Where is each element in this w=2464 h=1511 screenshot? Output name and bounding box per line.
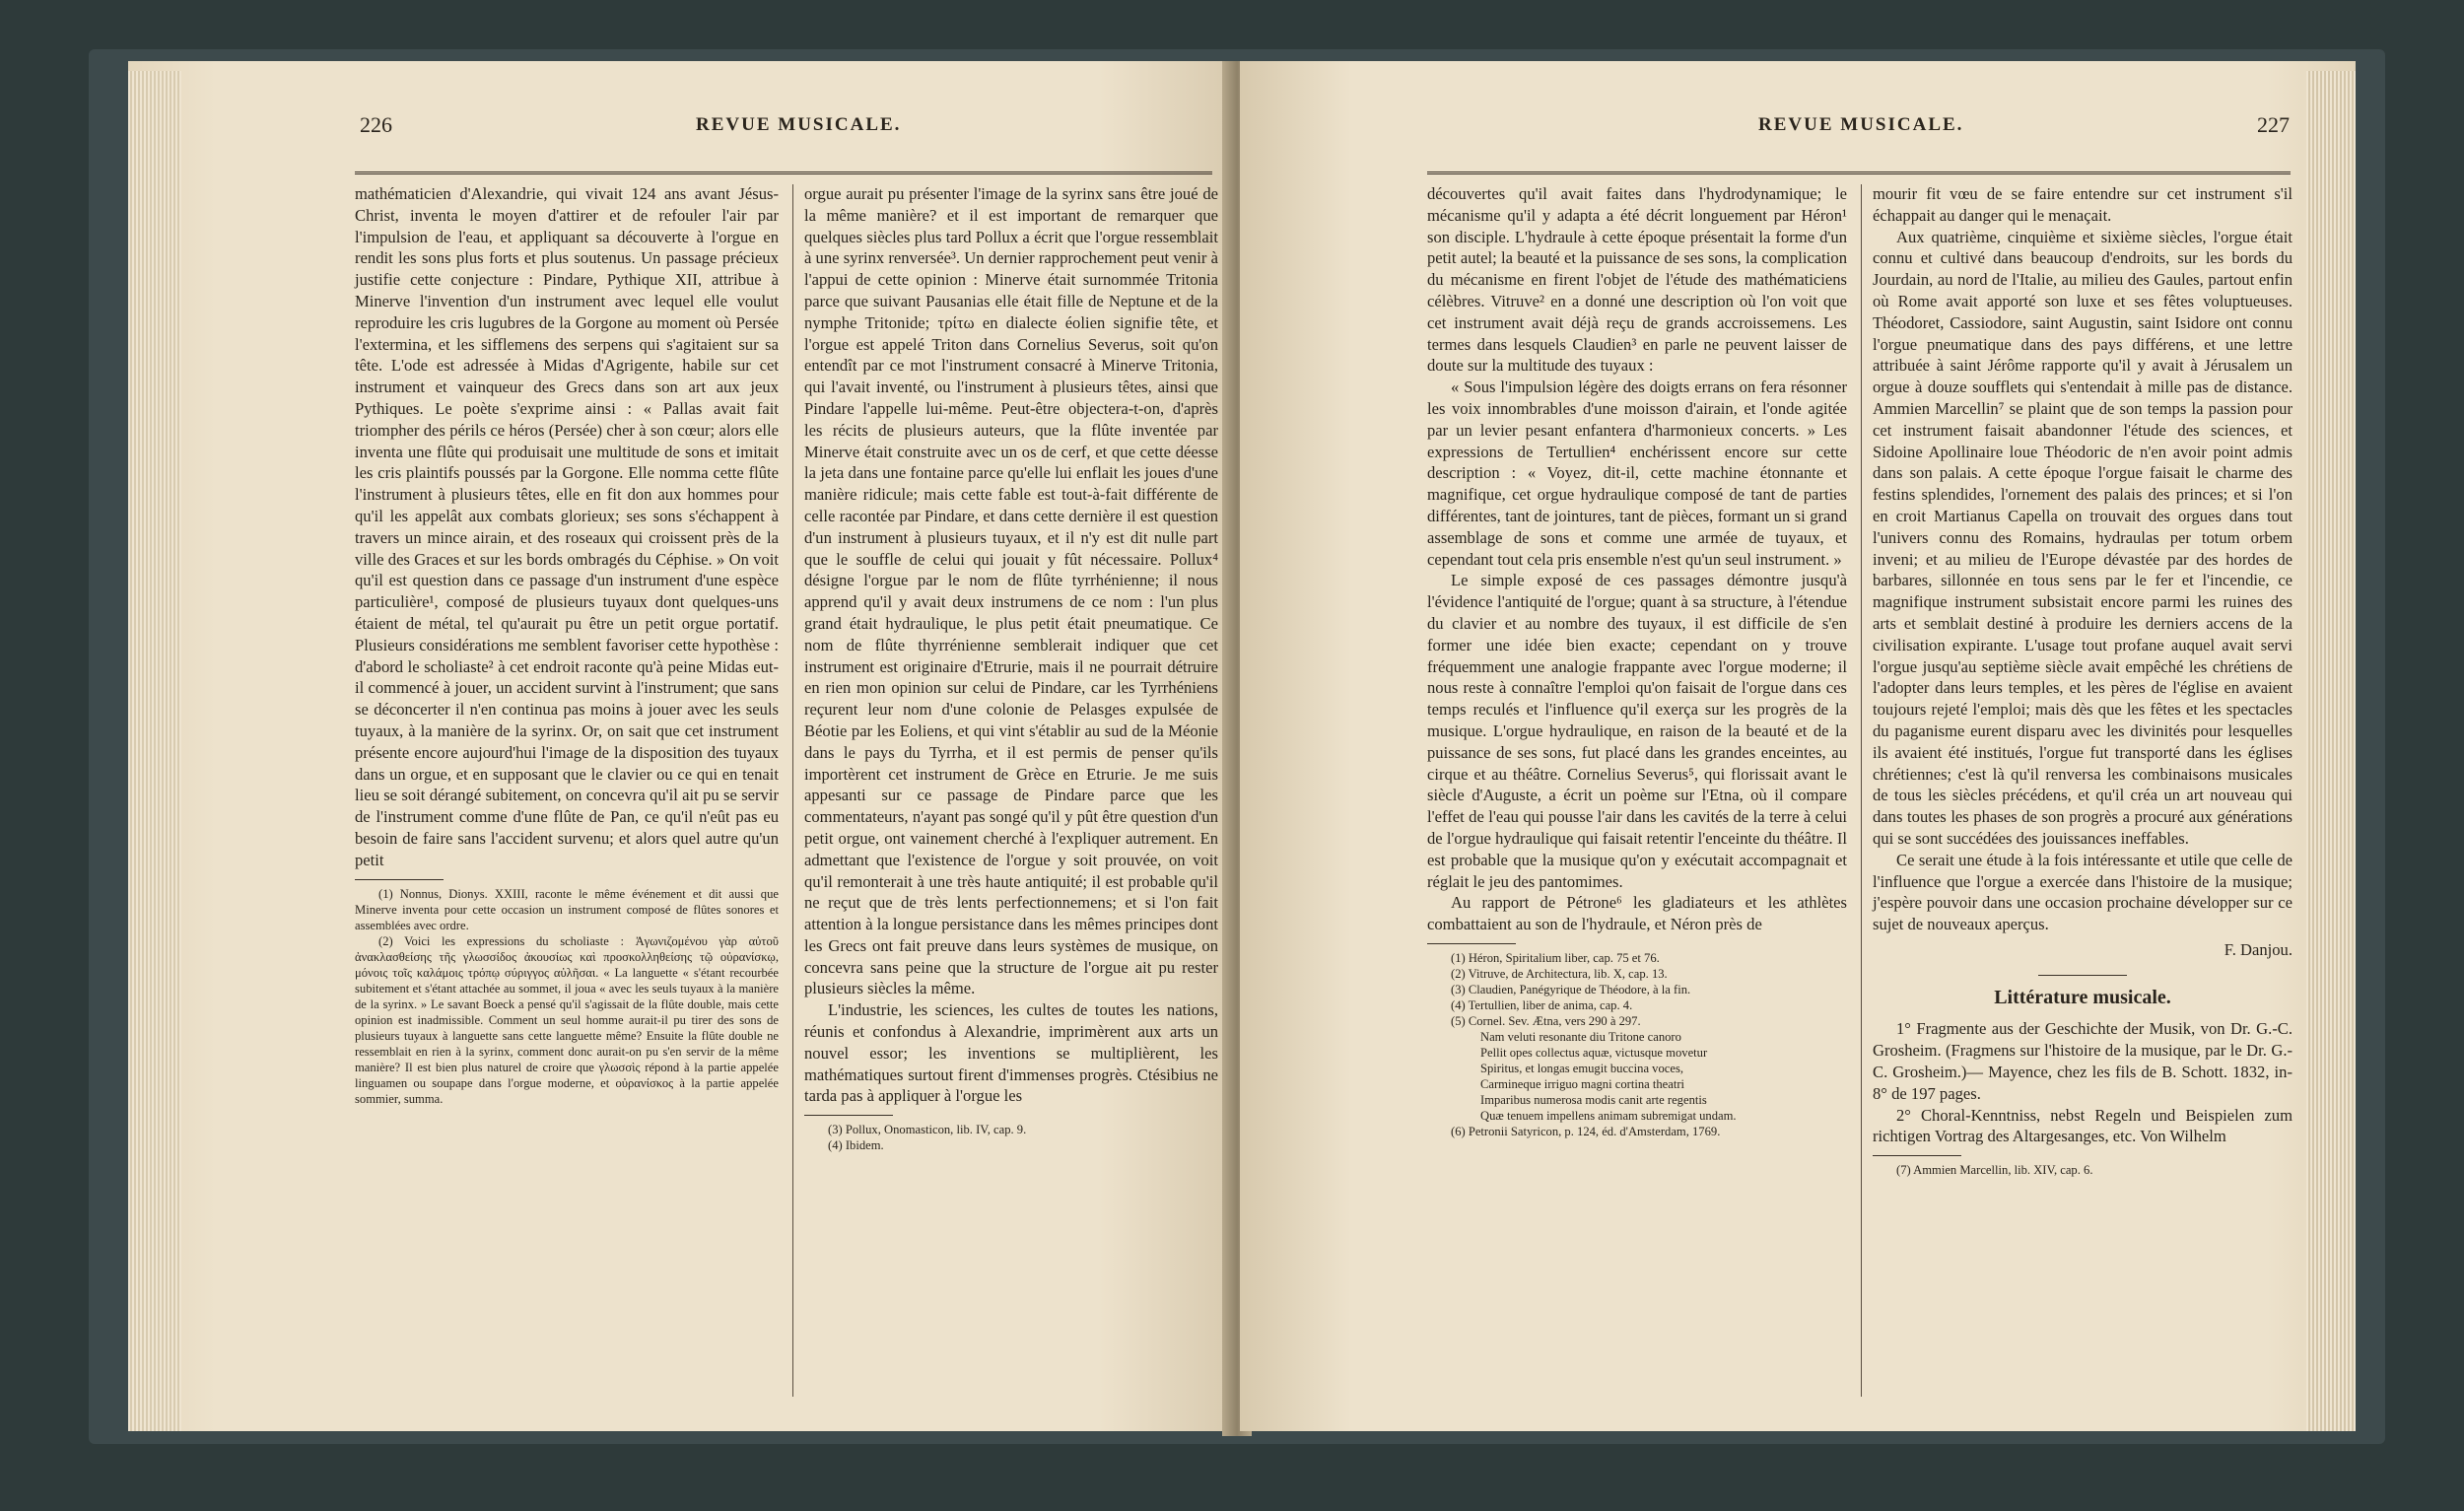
left-page-edges [128, 71, 181, 1431]
paragraph: Aux quatrième, cinquième et sixième siècles, l'orgue était connu et cultivé dans beaucoup d'endroits, sur les bords du Jourdain, au nord de l'Italie, au milieu des Gaules, partout enfin où Rome avait apporté son luxe et ses fêtes voluptueuses. Théodoret, Cassiodore, saint Augustin, saint Isidore ont connu l'orgue pneumatique dans des pays différens, et une lettre attribuée à saint Jérôme rapporte qu'il y avait à Jérusalem un orgue à douze soufflets qui s'entendait à mille pas de distance. Ammien Marcellin⁷ se plaint que de son temps la passion pour cet instrument faisait abandonner l'étude des sciences, et Sidoine Apollinaire loue Théodoric de n'en avoir point admis dans son palais. A cette époque l'orgue faisait le charme des festins splendides, l'ornement des palais des princes; et si l'on en croit Martianus Capella on trouvait des orgues dans tout l'univers connu des Romains, hydraulas per totum orbem inveni; et au milieu de l'Europe dévastée par des hordes de barbares, sillonnée en tous sens par le fer et l'incendie, ce magnifique instrument subsistait encore parmi les ruines des arts et semblait destiné à produire les derniers accens de la civilisation expirante. L'usage tout profane auquel avait servi l'orgue jusqu'au septième siècle avait empêché les chrétiens de l'adopter dans leurs temples, et les pères de l'église en avaient toujours rejeté l'emploi; mais dès que les fêtes et les spectacles du paganisme eurent disparu avec les divinités pour lesquelles ils avaient été institués, l'orgue fut transporté dans les églises chrétiennes; c'est là qu'il renversa les combinaisons musicales de tous les siècles précédens, et qu'il créa un art nouveau qui dans toutes les phases de son progrès a procuré aux générations qui se sont succédées des jouissances ineffables. [1873, 227, 2293, 848]
paragraph: mourir fit vœu de se faire entendre sur cet instrument s'il échappait au danger qui le menaçait. [1873, 184, 2293, 225]
footnote-rule [804, 1115, 893, 1116]
footnote: (7) Ammien Marcellin, lib. XIV, cap. 6. [1896, 1163, 2093, 1178]
column-separator-right [1861, 184, 1862, 1397]
verse-line: Quæ tenuem impellens animam subremigat undam. [1480, 1108, 1737, 1123]
paragraph: Le simple exposé de ces passages démontre jusqu'à l'évidence l'antiquité de l'orgue; quant à sa structure, à l'étendue du clavier et au nombre des tuyaux, il est difficile de s'en former une idée bien exacte; cependant on y trouve fréquemment une analogie frappante avec l'orgue moderne; il nous reste à connaître l'emploi qu'on faisait de l'orgue dans ces temps reculés et l'influence qu'il exerça sur les progrès de la musique. L'orgue hydraulique, en raison de la beauté et de la puissance de ses sons, fut placé dans les grandes enceintes, au cirque et au théâtre. Cornelius Severus⁵, qui florissait avant le siècle d'Auguste, a écrit un poème sur l'Etna, où il compare l'effet de l'eau qui pousse l'air dans les cavités de la terre à celui de l'orgue hydraulique qui faisait retentir l'enceinte du théâtre. Il est probable que la musique qu'on y exécutait accompagnait et réglait le jeu des pantomimes. [1427, 571, 1847, 891]
running-head-left: REVUE MUSICALE. [696, 114, 902, 135]
footnote: (2) Vitruve, de Architectura, lib. X, cap. 13. [1451, 966, 1668, 981]
paragraph: découvertes qu'il avait faites dans l'hydrodynamique; le mécanisme qu'il y adapta a été décrit longuement par Héron¹ son disciple. L'hydraule à cette époque présentait la forme d'un petit autel; la beauté et la puissance de ses sons, la complication du mécanisme en firent l'objet de l'étude des mathématiciens célèbres. Vitruve² en a donné une description où l'on voit que cet instrument avait déjà reçu de grands accroissemens. Les termes dans lesquels Claudien³ en parle ne peuvent laisser de doute sur la multitude des tuyaux : [1427, 184, 1847, 376]
right-column-1 [1427, 183, 1847, 1139]
paragraph: Ce serait une étude à la fois intéressante et utile que celle de l'influence que l'orgue a exercée dans l'histoire de la musique; j'espère pouvoir dans une occasion prochaine développer sur ce sujet de nouveaux aperçus. [1873, 850, 2293, 934]
right-page-edges [2306, 71, 2356, 1431]
paragraph: orgue aurait pu présenter l'image de la syrinx sans être joué de la même manière? et il est important de remarquer que quelques siècles plus tard Pollux a écrit que l'orgue ressemblait à une syrinx renversée³. Un dernier rapprochement peut venir à l'appui de cette opinion : Minerve était surnommée Tritonia parce que suivant Pausanias elle était fille de Neptune et de la nymphe Tritonide; τρίτω en dialecte éolien signifie tête, et l'orgue est appelé Triton dans Cornelius Severus, soit qu'on entendît par ce mot l'instrument consacré à Minerve Tritonia, qui l'avait inventé, ou l'instrument à plusieurs têtes, ainsi que Pindare l'appelle lui-même. Peut-être objectera-t-on, d'après les récits de plusieurs auteurs, que la flûte inventée par Minerve était construite avec un os de cerf, et que cette déesse la jeta dans une fontaine parce qu'elle lui enflait les joues d'une manière ridicule; mais cette fable est tout-à-fait différente de celle racontée par Pindare, et dans cette dernière il est question d'un instrument à plusieurs tuyaux, et il n'y est dit nulle part que le souffle de celui qui jouait y fût nécessaire. Pollux⁴ désigne l'orgue par le nom de flûte tyrrhénienne; il nous apprend qu'il y avait deux instrumens de ce nom : l'un plus grand était hydraulique, le plus petit était pneumatique. Ce nom de flûte thyrrénienne semblerait indiquer que cet instrument est originaire d'Etrurie, mais il ne pourrait détruire en rien mon opinion sur celui de Pindare, car les Tyrrhéniens reçurent leur nom d'une colonie de Pelasges expulsée de Béotie par les Eoliens, et qui vint s'établir au sud de la Méonie dans le pays du Tyrrha, et il est permis de penser qu'ils importèrent cet instrument de Grèce en Etrurie. Je me suis appesanti sur ce passage de Pindare parce que les commentateurs, n'ayant pas songé qu'il y pût être question d'un petit orgue, ont vainement cherché à l'expliquer autrement. En admettant que l'existence de l'orgue y soit prouvée, on voit qu'il remonterait à une très haute antiquité; il est probable qu'il ne reçut que de très lents perfectionnemens; et si l'on fait attention à la longue persistance dans les mêmes principes dont les Grecs ont fait preuve dans leurs systèmes de musique, on concevra sans peine que la structure de l'orgue ait pu rester plusieurs siècles la même. [804, 184, 1218, 998]
column-separator-left [792, 184, 793, 1397]
footnote: (6) Petronii Satyricon, p. 124, éd. d'Amsterdam, 1769. [1451, 1124, 1721, 1138]
header-rule-left [355, 172, 1212, 174]
footnote: (3) Pollux, Onomasticon, lib. IV, cap. 9. [828, 1123, 1027, 1137]
page-number-left: 226 [360, 112, 392, 137]
section-rule [2038, 975, 2127, 976]
left-page [128, 61, 1230, 1431]
bibliography-item: 2° Choral-Kenntniss, nebst Regeln und Beispielen zum richtigen Vortrag des Altargesanges, etc. Von Wilhelm [1873, 1105, 2293, 1146]
verse-line: Pellit opes collectus aquæ, victusque movetur [1480, 1045, 1708, 1060]
footnote: (4) Tertullien, liber de anima, cap. 4. [1451, 997, 1633, 1012]
paragraph: L'industrie, les sciences, les cultes de toutes les nations, réunis et confondus à Alexandrie, imprimèrent aux arts un nouvel essor; les inventions se multiplièrent, les mathématiques surtout firent d'immenses progrès. Ctésibius ne tarda pas à appliquer à l'orgue les [804, 1000, 1218, 1106]
bibliography-item: 1° Fragmente aus der Geschichte der Musik, von Dr. G.-C. Grosheim. (Fragmens sur l'histoire de la musique, par le Dr. G.-C. Grosheim.)— Mayence, chez les fils de B. Schott. 1832, in-8° de 197 pages. [1873, 1019, 2293, 1103]
verse-line: Spiritus, et longas emugit buccina voces, [1480, 1061, 1684, 1075]
verse-line: Nam veluti resonante diu Tritone canoro [1480, 1029, 1681, 1044]
paragraph: Au rapport de Pétrone⁶ les gladiateurs et les athlètes combattaient au son de l'hydraule, et Néron près de [1427, 893, 1847, 934]
right-page [1240, 61, 2356, 1431]
right-column-2 [1873, 183, 2293, 1178]
paragraph: « Sous l'impulsion légère des doigts errans on fera résonner les voix innombrables d'une moisson d'airain, et l'onde agitée par un levier pesant enfantera d'harmonieux concerts. » Les expressions de Tertullien⁴ enchérissent encore sur cette description : « Voyez, dit-il, cette machine étonnante et magnifique, cet orgue hydraulique composé de tant de parties différentes, tant de jointures, tant de pièces, formant un si grand assemblage de sons et comme une armée de tuyaux, et cependant tout cela pris ensemble n'est qu'un seul instrument. » [1427, 378, 1847, 569]
footnote: (5) Cornel. Sev. Ætna, vers 290 à 297. [1451, 1013, 1641, 1028]
author-signature: F. Danjou. [2224, 939, 2293, 959]
footnote: (2) Voici les expressions du scholiaste : Ἀγωνιζομένου γὰρ αὐτοῦ ἀνακλασθείσης τῆς γλωσσίδος ἀκουσίως καὶ προσκολληθείσης τῷ οὐρανίσκῳ, μόνοις τοῖς καλάμοις τρόπῳ σύριγγος αὐλῆσαι. « La languette « s'étant recourbée subitement et s'étant attachée au sommet, il joua « avec les seuls tuyaux à la manière de la syrinx. » Le savant Boeck a pensé qu'il s'agissait de la flûte double, mais cette opinion est inadmissible. Comment un seul homme aurait-il pu tirer des sons de plusieurs tuyaux à languette sans cette languette même? Ensuite la flûte double ne ressemblait en rien à la syrinx, comment donc aurait-on pu s'en servir de la même manière? Il est bien plus naturel de croire que γλωσσὶς répond à la partie appelée linguamen ou soupape dans l'orgue moderne, et οὐρανίσκος à la partie appelée sommier, summa. [355, 933, 779, 1106]
footnote: (4) Ibidem. [828, 1138, 884, 1153]
footnote-rule [1427, 943, 1516, 944]
left-column-2 [804, 183, 1218, 1153]
footnote: (1) Héron, Spiritalium liber, cap. 75 et 76. [1451, 950, 1660, 965]
page-number-right: 227 [2257, 112, 2290, 137]
footnote-rule [1873, 1155, 1961, 1156]
footnote: (1) Nonnus, Dionys. XXIII, raconte le même événement et dit aussi que Minerve inventa pour cette occasion un instrument composé de flûtes sonores et assemblées avec ordre. [355, 886, 779, 932]
footnote: (3) Claudien, Panégyrique de Théodore, à la fin. [1451, 982, 1691, 996]
footnote-rule [355, 879, 444, 880]
header-rule-right [1427, 172, 2291, 174]
section-title: Littérature musicale. [1994, 986, 2171, 1008]
left-column-1 [355, 183, 779, 1107]
paragraph: mathématicien d'Alexandrie, qui vivait 124 ans avant Jésus-Christ, inventa le moyen d'attirer et de refouler l'air par l'impulsion de l'eau, et appliquant sa découverte à l'orgue en rendit les sons plus forts et plus soutenus. Un passage précieux justifie cette conjecture : Pindare, Pythique XII, attribue à Minerve l'invention d'un instrument avec lequel elle voulut reproduire les cris lugubres de la Gorgone au moment où Persée l'extermina, et les sifflemens des serpens qui s'agitaient sur sa tête. L'ode est adressée à Midas d'Agrigente, habile sur cet instrument et vainqueur des Grecs dans son art aux jeux Pythiques. Le poète s'exprime ainsi : « Pallas avait fait triompher des périls ce héros (Persée) cher à son cœur; alors elle inventa une flûte qui produisait une multitude de sons et imitait les cris plaintifs poussés par la Gorgone. Elle nomma cette flûte l'instrument à plusieurs têtes, elle en fit don aux hommes pour qu'il les appelât aux combats glorieux; ses sons s'échappent à travers un mince airain, et des roseaux qui croissent près de la ville des Graces et sur les bords ombragés du Céphise. » On voit qu'il est question dans ce passage d'un instrument d'une espèce particulière¹, composé de plusieurs tuyaux dont quelques-uns étaient de métal, tel qu'aurait pu être un petit orgue portatif. Plusieurs considérations me semblent favoriser cette hypothèse : d'abord le scholiaste² à cet endroit raconte qu'à peine Midas eut-il commencé à jouer, un accident survint à l'instrument; que sans se déconcerter il n'en continua pas moins à jouer avec les seuls tuyaux, à la manière de la syrinx. Or, on sait que cet instrument présente encore aujourd'hui l'image de la disposition des tuyaux dans un orgue, et en supposant que le clavier ou ce qui en tenait lieu se soit dérangé subitement, on concevra qu'il ait pu se servir de l'instrument comme d'une flûte de Pan, ce qu'il n'eût pas eu besoin de faire sans l'accident survenu; et alors quel autre qu'un petit [355, 184, 779, 869]
open-book [89, 61, 2375, 1441]
verse-line: Carmineque irriguo magni cortina theatri [1480, 1076, 1685, 1091]
verse-line: Imparibus numerosa modis canit arte regentis [1480, 1092, 1707, 1107]
running-head-right: REVUE MUSICALE. [1758, 114, 1964, 135]
